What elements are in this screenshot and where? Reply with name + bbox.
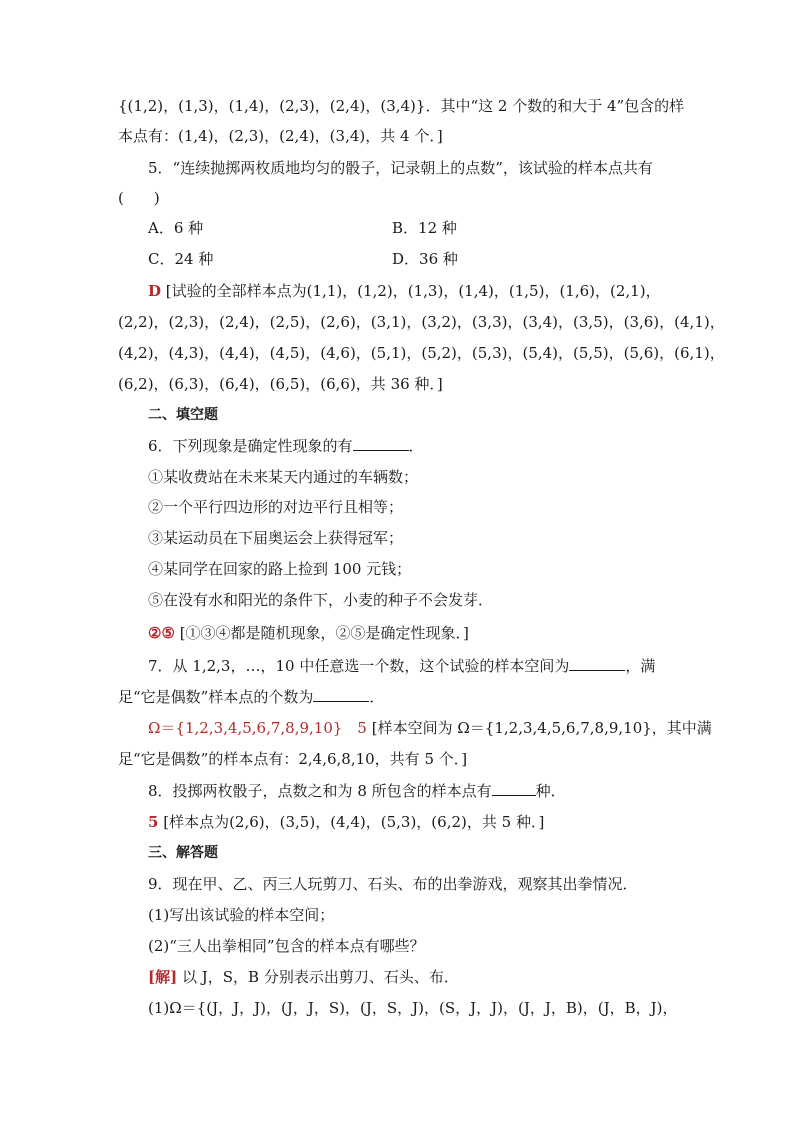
q5-explanation-4: (6,2)，(6,3)，(6,4)，(6,5)，(6,6)，共 36 种．] xyxy=(118,375,443,393)
q4-tail-line-1: {(1,2)，(1,3)，(1,4)，(2,3)，(2,4)，(3,4)}．其中“这 2 个数的和大于 4”包含的样 xyxy=(118,97,685,115)
q9-solution-intro xyxy=(148,967,459,987)
q8-stem-a: 8．投掷两枚骰子，点数之和为 8 所包含的样本点有 xyxy=(148,782,492,800)
q8-stem-b: 种． xyxy=(535,782,566,800)
q6-stem: 6．下列现象是确定性现象的有 xyxy=(148,437,353,455)
q5-answer: D xyxy=(148,282,162,300)
q5-explanation-3: (4,2)，(4,3)，(4,4)，(4,5)，(4,6)，(5,1)，(5,2)，(5,3)，(5,4)，(5,5)，(5,6)，(6,1)， xyxy=(118,344,725,362)
q5-option-c: C．24 种 xyxy=(148,250,214,268)
q9-solution-tag: [解] xyxy=(148,968,178,986)
q5-answer-line xyxy=(148,281,661,301)
q8-answer-line xyxy=(148,812,544,832)
q9-sub-2: (2)“三人出拳相同”包含的样本点有哪些？ xyxy=(148,937,425,955)
q9-sub-1: (1)写出该试验的样本空间； xyxy=(148,906,335,924)
q8-stem-line xyxy=(148,781,566,801)
q7-stem-2b: ． xyxy=(369,688,385,706)
q6-explanation: [①③④都是随机现象，②⑤是确定性现象．] xyxy=(179,624,469,642)
q6-stem-line xyxy=(148,436,424,456)
q5-option-b: B．12 种 xyxy=(392,219,457,237)
q7-stem-1a: 7．从 1,2,3，…，10 中任意选一个数，这个试验的样本空间为 xyxy=(148,657,570,675)
q6-item-3: ③某运动员在下届奥运会上获得冠军； xyxy=(148,529,404,547)
q5-explanation-1: [试验的全部样本点为(1,1)，(1,2)，(1,3)，(1,4)，(1,5)，(1,6)，(2,1)， xyxy=(165,282,661,300)
q5-option-d: D．36 种 xyxy=(392,250,458,268)
q5-option-a: A．6 种 xyxy=(148,219,204,237)
q6-item-4: ④某同学在回家的路上捡到 100 元钱； xyxy=(148,560,412,578)
q6-item-2: ②一个平行四边形的对边平行且相等； xyxy=(148,498,404,516)
q8-explanation: [样本点为(2,6)，(3,5)，(4,4)，(5,3)，(6,2)，共 5 种．] xyxy=(163,813,545,831)
q7-stem-line-1 xyxy=(148,656,655,676)
q6-stem-end: ． xyxy=(408,437,424,455)
q7-blank-1 xyxy=(569,656,625,671)
q7-explanation-2: 足“它是偶数”的样本点有：2,4,6,8,10，共有 5 个．] xyxy=(118,750,468,768)
q6-answer-line xyxy=(148,623,469,643)
q9-stem: 9．现在甲、乙、丙三人玩剪刀、石头、布的出拳游戏，观察其出拳情况． xyxy=(148,875,638,893)
section-solve: 三、解答题 xyxy=(148,845,218,861)
q6-blank xyxy=(353,436,409,451)
q8-answer: 5 xyxy=(148,813,159,831)
q4-tail-line-2: 本点有：(1,4)，(2,3)，(2,4)，(3,4)，共 4 个．] xyxy=(118,127,443,145)
q7-explanation-1: [样本空间为 Ω＝{1,2,3,4,5,6,7,8,9,10}，其中满 xyxy=(371,719,712,737)
q7-stem-line-2 xyxy=(118,687,384,707)
q5-paren: ( ) xyxy=(118,189,160,207)
q8-blank xyxy=(492,781,536,796)
q7-answer-line xyxy=(148,718,712,738)
q5-stem: 5．“连续抛掷两枚质地均匀的骰子，记录朝上的点数”，该试验的样本点共有 xyxy=(148,159,653,177)
q9-solution-text: 以 J，S，B 分别表示出剪刀、石头、布． xyxy=(181,968,459,986)
q6-item-5: ⑤在没有水和阳光的条件下，小麦的种子不会发芽． xyxy=(148,591,494,609)
q5-explanation-2: (2,2)，(2,3)，(2,4)，(2,5)，(2,6)，(3,1)，(3,2)，(3,3)，(3,4)，(3,5)，(3,6)，(4,1)， xyxy=(118,313,725,331)
q7-blank-2 xyxy=(313,687,369,702)
q7-stem-2a: 足“它是偶数”样本点的个数为 xyxy=(118,688,314,706)
q7-answer: Ω＝{1,2,3,4,5,6,7,8,9,10} 5 xyxy=(148,719,367,737)
q6-item-1: ①某收费站在未来某天内通过的车辆数； xyxy=(148,468,419,486)
q7-stem-1b: ，满 xyxy=(625,657,656,675)
q6-answer: ②⑤ xyxy=(148,624,175,642)
q9-answer-1: (1)Ω＝{(J，J，J)，(J，J，S)，(J，S，J)，(S，J，J)，(J，J，B)，(J，B，J)， xyxy=(148,999,678,1017)
section-fill-in: 二、填空题 xyxy=(148,407,218,423)
